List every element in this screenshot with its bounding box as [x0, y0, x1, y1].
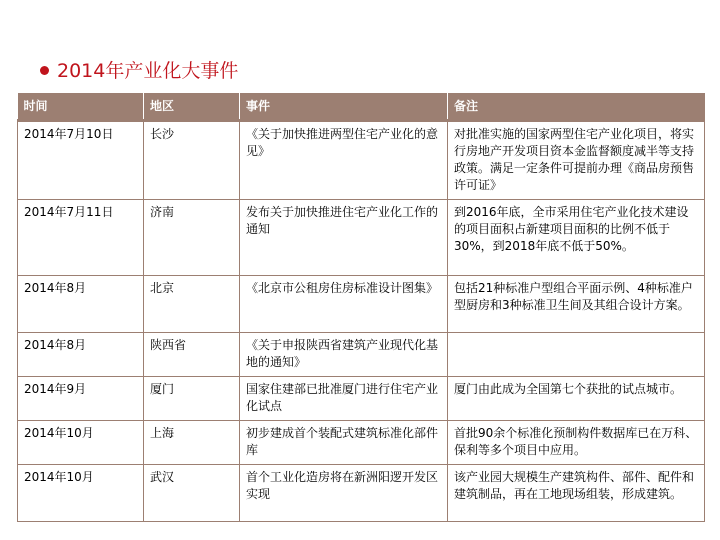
cell-event: 首个工业化造房将在新洲阳逻开发区实现 — [240, 465, 448, 522]
table-row — [18, 333, 705, 377]
header-region: 地区 — [144, 93, 240, 121]
slide-title — [40, 56, 238, 83]
cell-note — [448, 333, 705, 377]
events-table — [17, 93, 705, 522]
cell-note: 该产业园大规模生产建筑构件、部件、配件和建筑制品，再在工地现场组装，形成建筑。 — [448, 465, 705, 522]
cell-event: 初步建成首个装配式建筑标准化部件库 — [240, 421, 448, 465]
table-row — [18, 121, 705, 200]
cell-note: 厦门由此成为全国第七个获批的试点城市。 — [448, 377, 705, 421]
cell-time: 2014年10月 — [18, 465, 144, 522]
header-time: 时间 — [18, 93, 144, 121]
table-row — [18, 276, 705, 333]
header-event: 事件 — [240, 93, 448, 121]
cell-note: 对批准实施的国家两型住宅产业化项目，将实行房地产开发项目资本金监督额度减半等支持政策。满足一定条件可提前办理《商品房预售许可证》 — [448, 121, 705, 200]
cell-event: 《关于申报陕西省建筑产业现代化基地的通知》 — [240, 333, 448, 377]
cell-time: 2014年7月11日 — [18, 200, 144, 276]
cell-region: 北京 — [144, 276, 240, 333]
cell-time: 2014年9月 — [18, 377, 144, 421]
cell-note: 包括21种标准户型组合平面示例、4种标准户型厨房和3种标准卫生间及其组合设计方案。 — [448, 276, 705, 333]
cell-note: 到2016年底，全市采用住宅产业化技术建设的项目面积占新建项目面积的比例不低于30%，到2018年底不低于50%。 — [448, 200, 705, 276]
cell-time: 2014年8月 — [18, 276, 144, 333]
cell-event: 国家住建部已批准厦门进行住宅产业化试点 — [240, 377, 448, 421]
cell-event: 《关于加快推进两型住宅产业化的意见》 — [240, 121, 448, 200]
table-header-row — [18, 93, 705, 121]
cell-region: 长沙 — [144, 121, 240, 200]
cell-region: 济南 — [144, 200, 240, 276]
slide-title-text: 2014年产业化大事件 — [57, 60, 239, 82]
table-row — [18, 421, 705, 465]
table-row — [18, 200, 705, 276]
table-row — [18, 465, 705, 522]
cell-region: 厦门 — [144, 377, 240, 421]
header-note: 备注 — [448, 93, 705, 121]
table-row — [18, 377, 705, 421]
cell-event: 发布关于加快推进住宅产业化工作的通知 — [240, 200, 448, 276]
cell-region: 陕西省 — [144, 333, 240, 377]
cell-note: 首批90余个标准化预制构件数据库已在万科、保利等多个项目中应用。 — [448, 421, 705, 465]
cell-time: 2014年8月 — [18, 333, 144, 377]
cell-time: 2014年10月 — [18, 421, 144, 465]
cell-event: 《北京市公租房住房标准设计图集》 — [240, 276, 448, 333]
cell-region: 上海 — [144, 421, 240, 465]
cell-time: 2014年7月10日 — [18, 121, 144, 200]
cell-region: 武汉 — [144, 465, 240, 522]
bullet-icon — [40, 66, 49, 75]
